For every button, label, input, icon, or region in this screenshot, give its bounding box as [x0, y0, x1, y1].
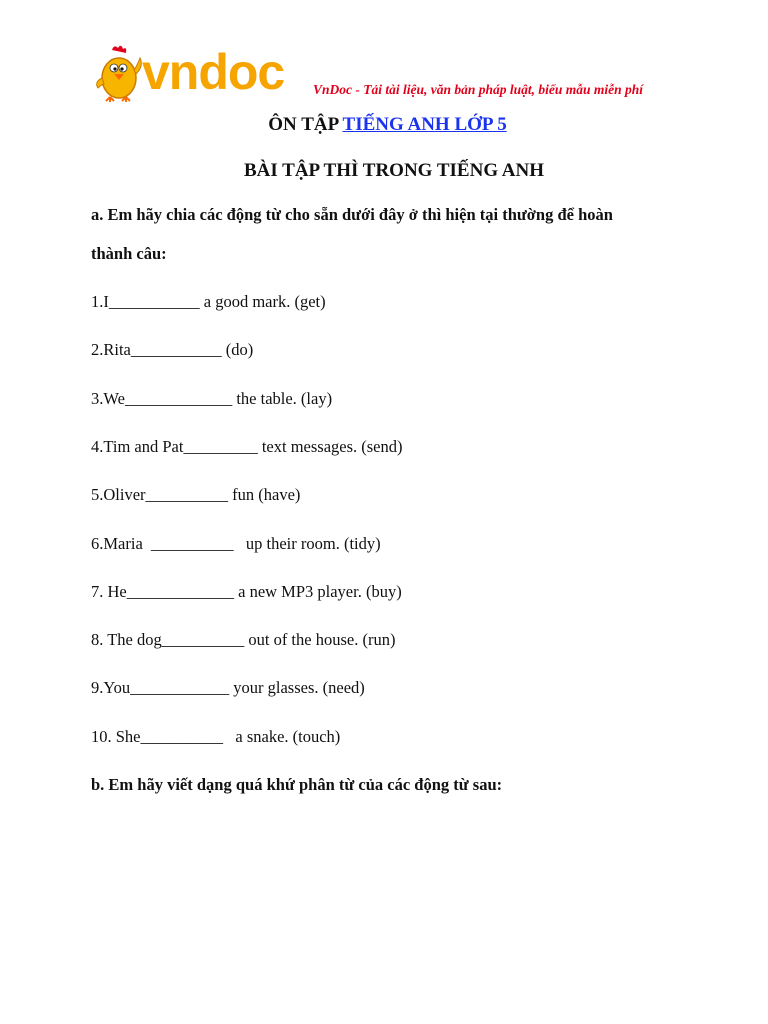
exercise-item: 3.We_____________ the table. (lay) — [91, 389, 333, 408]
exercise-item: 6.Maria __________ up their room. (tidy) — [91, 534, 381, 553]
exercise-item: 9.You____________ your glasses. (need) — [91, 678, 365, 697]
exercise-item: 7. He_____________ a new MP3 player. (buy) — [91, 582, 402, 601]
vndoc-logo[interactable] — [92, 44, 307, 102]
exercise-item: 4.Tim and Pat_________ text messages. (send) — [91, 437, 403, 456]
logo-wordmark: vndoc — [142, 44, 285, 100]
exercise-item: 1.I___________ a good mark. (get) — [91, 292, 326, 311]
site-tagline: VnDoc - Tải tài liệu, văn bản pháp luật, biểu mẫu miễn phí — [313, 82, 644, 97]
exercise-item: 5.Oliver__________ fun (have) — [91, 485, 301, 504]
title-link[interactable]: TIẾNG ANH LỚP 5 — [342, 114, 507, 135]
title-prefix: ÔN TẬP — [268, 114, 343, 135]
section-a-instruction: a. Em hãy chia các động từ cho sẵn dưới đây ở thì hiện tại thường để hoàn — [91, 205, 613, 224]
section-a-instruction-cont: thành câu: — [91, 244, 167, 263]
page-title — [0, 114, 768, 136]
exercise-item: 8. The dog__________ out of the house. (run) — [91, 630, 396, 649]
exercise-item: 10. She__________ a snake. (touch) — [91, 727, 341, 746]
section-b-instruction: b. Em hãy viết dạng quá khứ phân từ của các động từ sau: — [91, 775, 503, 794]
exercise-item: 2.Rita___________ (do) — [91, 340, 254, 359]
chick-mascot-icon — [92, 44, 144, 102]
page-subtitle: BÀI TẬP THÌ TRONG TIẾNG ANH — [243, 160, 545, 181]
